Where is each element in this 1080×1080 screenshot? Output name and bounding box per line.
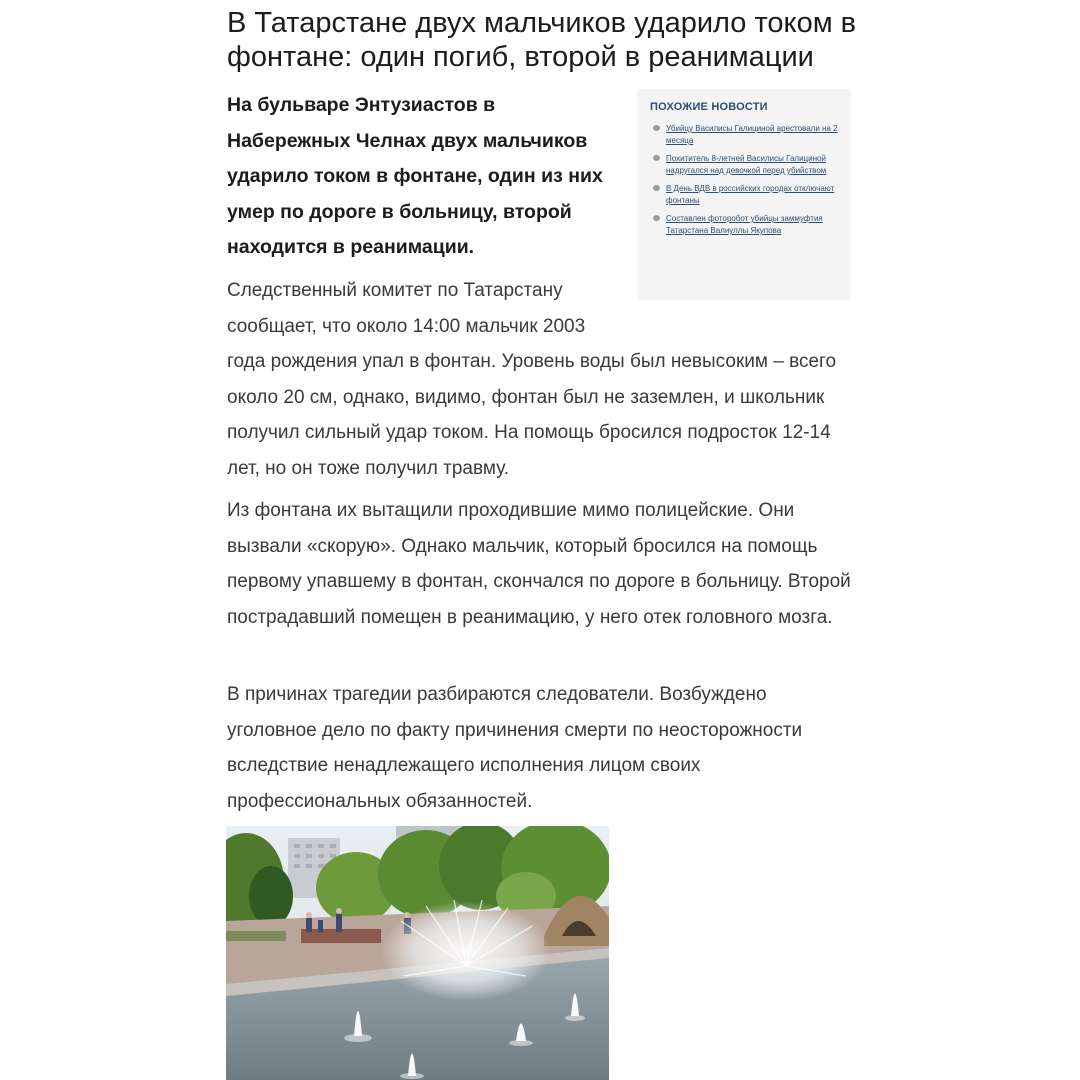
related-news-box xyxy=(637,89,851,300)
related-news-heading: ПОХОЖИЕ НОВОСТИ xyxy=(650,101,768,113)
article-paragraph-2: Из фонтана их вытащили проходившие мимо полицейские. Они вызвали «скорую». Однако мальчик, который бросился на помощь первому упавшему в фонтан, скончался по дороге в больницу. Второй пострадавший помещен в реанимацию, у него отек головного мозга. xyxy=(227,500,851,628)
related-news-list xyxy=(650,123,839,237)
related-news-item xyxy=(650,213,839,237)
bullet-icon xyxy=(653,125,660,131)
related-news-item xyxy=(650,123,839,147)
article-paragraph-1-start: Следственный комитет по Татарстану сообщает, что около 14:00 мальчик 2003 xyxy=(227,280,586,337)
article-title: В Татарстане двух мальчиков ударило током в фонтане: один погиб, второй в реанимации xyxy=(227,7,857,73)
article-paragraph-1-end: года рождения упал в фонтан. Уровень воды был невысоким – всего около 20 см, однако, видимо, фонтан был не заземлен, и школьник получил сильный удар током. На помощь бросился подросток 12-14 лет, но он тоже получил травму. xyxy=(227,351,837,479)
related-news-link[interactable]: Похититель 8-летней Василисы Галициной надругался над девочкой перед убийством xyxy=(666,154,827,175)
related-news-link[interactable]: Убийцу Василисы Галициной арестовали на 2 месяца xyxy=(666,124,838,145)
related-news-link[interactable]: Составлен фоторобот убийцы заммуфтия Татарстана Валиуллы Якупова xyxy=(666,214,823,235)
fountain-photo xyxy=(226,826,609,1080)
bullet-icon xyxy=(653,185,660,191)
related-news-item xyxy=(650,153,839,177)
article-lead: На бульваре Энтузиастов в Набережных Челнах двух мальчиков ударило током в фонтане, один из них умер по дороге в больницу, второй находится в реанимации. xyxy=(227,94,603,258)
related-news-link[interactable]: В День ВДВ в российских городах отключают фонтаны xyxy=(666,184,835,205)
article-paragraph-3: В причинах трагедии разбираются следователи. Возбуждено уголовное дело по факту причинения смерти по неосторожности вследствие ненадлежащего исполнения лицом своих профессиональных обязанностей. xyxy=(227,684,803,812)
bullet-icon xyxy=(653,155,660,161)
related-news-item xyxy=(650,183,839,207)
bullet-icon xyxy=(653,215,660,221)
